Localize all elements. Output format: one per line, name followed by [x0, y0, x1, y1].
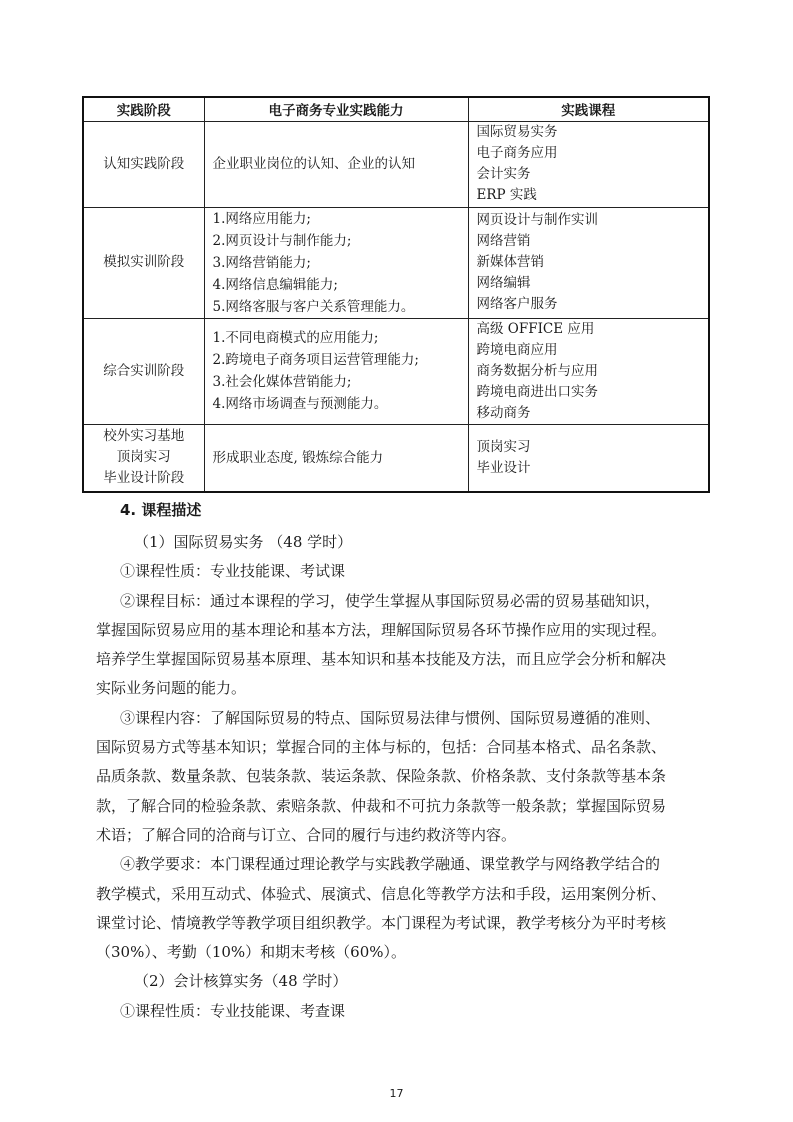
- course-item: 跨境电商应用: [476, 341, 558, 358]
- ability-cell: [204, 121, 468, 207]
- ability-item: 3.社会化媒体营销能力;: [212, 374, 352, 390]
- stage-cell: [83, 424, 204, 492]
- course-cell: [468, 318, 709, 424]
- stage-text: 顶岗实习: [116, 449, 171, 466]
- course-description: [96, 528, 708, 1026]
- paragraph-line: ①课程性质：专业技能课、考试课: [120, 562, 346, 581]
- course-item: 会计实务: [476, 166, 531, 182]
- course-item: 商务数据分析与应用: [476, 362, 598, 379]
- ability-cell: [204, 318, 468, 424]
- paragraph-line: ②课程目标：通过本课程的学习，使学生掌握从事国际贸易必需的贸易基础知识，: [120, 591, 661, 610]
- course-item: 毕业设计: [476, 459, 531, 476]
- section-heading: 4. 课程描述: [120, 501, 202, 519]
- header-ability: 电子商务专业实践能力: [204, 97, 468, 121]
- ability-cell: [204, 424, 468, 492]
- table-row: [83, 121, 709, 207]
- page-number: 17: [389, 1087, 404, 1100]
- ability-item: 3.网络营销能力;: [212, 254, 311, 271]
- header-stage: 实践阶段: [83, 97, 204, 121]
- paragraph-line: 术语；了解合同的洽商与订立、合同的履行与违约救济等内容。: [96, 825, 517, 844]
- course-title: （2）会计核算实务（48 学时）: [134, 972, 348, 991]
- stage-text: 模拟实训阶段: [103, 254, 185, 270]
- course-item: 新媒体营销: [476, 254, 544, 270]
- course-title: （1）国际贸易实务 （48 学时）: [134, 533, 353, 551]
- course-item: 移动商务: [476, 404, 531, 421]
- stage-cell: [83, 121, 204, 207]
- paragraph-line: 款，了解合同的检验条款、索赔条款、仲裁和不可抗力条款等一般条款；掌握国际贸易: [96, 796, 667, 815]
- stage-cell: [83, 318, 204, 424]
- course-item: 网络编辑: [476, 275, 531, 291]
- stage-text: 认知实践阶段: [103, 155, 185, 172]
- course-item: ERP 实践: [476, 187, 537, 203]
- course-item: 跨境电商进出口实务: [476, 383, 598, 400]
- course-item: 顶岗实习: [476, 438, 531, 455]
- course-item: 国际贸易实务: [476, 124, 558, 140]
- practice-stage-table: [82, 96, 710, 493]
- ability-text: 形成职业态度, 锻炼综合能力: [212, 449, 384, 466]
- course-item: 电子商务应用: [476, 145, 558, 161]
- course-cell: [468, 207, 709, 318]
- ability-item: 4.网络市场调查与预测能力。: [212, 396, 388, 412]
- ability-item: 2.跨境电子商务项目运营管理能力;: [212, 352, 419, 368]
- ability-item: 1.不同电商模式的应用能力;: [212, 330, 379, 346]
- paragraph-line: 国际贸易方式等基本知识；掌握合同的主体与标的，包括：合同基本格式、品名条款、: [96, 738, 667, 757]
- course-item: 高级 OFFICE 应用: [476, 320, 595, 337]
- course-item: 网络营销: [476, 233, 531, 249]
- paragraph-line: 课堂讨论、情境教学等教学项目组织教学。本门课程为考试课，教学考核分为平时考核: [96, 913, 667, 932]
- paragraph-line: 实际业务问题的能力。: [96, 679, 247, 698]
- table-row: [83, 424, 709, 492]
- ability-item: 2.网页设计与制作能力;: [212, 232, 352, 249]
- stage-text: 校外实习基地: [103, 428, 185, 445]
- ability-item: 5.网络客服与客户关系管理能力。: [212, 298, 415, 315]
- ability-cell: [204, 207, 468, 318]
- table-header-row: [83, 97, 709, 121]
- course-item: 网络客户服务: [476, 296, 558, 312]
- course-item: 网页设计与制作实训: [476, 212, 598, 228]
- paragraph-line: 培养学生掌握国际贸易基本原理、基本知识和基本技能及方法，而且应学会分析和解决: [96, 650, 667, 669]
- paragraph-line: ④教学要求：本门课程通过理论教学与实践教学融通、课堂教学与网络教学结合的: [120, 855, 661, 874]
- course-cell: [468, 121, 709, 207]
- stage-cell: [83, 207, 204, 318]
- paragraph-line: 掌握国际贸易应用的基本理论和基本方法，理解国际贸易各环节操作应用的实现过程。: [96, 620, 667, 639]
- table-row: [83, 318, 709, 424]
- paragraph-line: 教学模式，采用互动式、体验式、展演式、信息化等教学方法和手段，运用案例分析、: [96, 884, 667, 903]
- ability-item: 1.网络应用能力;: [212, 210, 311, 227]
- stage-text: 综合实训阶段: [103, 362, 185, 379]
- paragraph-line: ③课程内容：了解国际贸易的特点、国际贸易法律与惯例、国际贸易遵循的准则、: [120, 708, 661, 727]
- ability-item: 4.网络信息编辑能力;: [212, 276, 338, 293]
- paragraph-line: （30%）、考勤（10%）和期末考核（60%）。: [96, 943, 407, 962]
- table-row: [83, 207, 709, 318]
- header-courses: 实践课程: [468, 97, 709, 121]
- paragraph-line: ①课程性质：专业技能课、考查课: [120, 1001, 346, 1020]
- stage-text: 毕业设计阶段: [103, 470, 185, 487]
- paragraph-line: 品质条款、数量条款、包装条款、装运条款、保险条款、价格条款、支付条款等基本条: [96, 767, 667, 786]
- course-cell: [468, 424, 709, 492]
- ability-text: 企业职业岗位的认知、企业的认知: [212, 156, 415, 172]
